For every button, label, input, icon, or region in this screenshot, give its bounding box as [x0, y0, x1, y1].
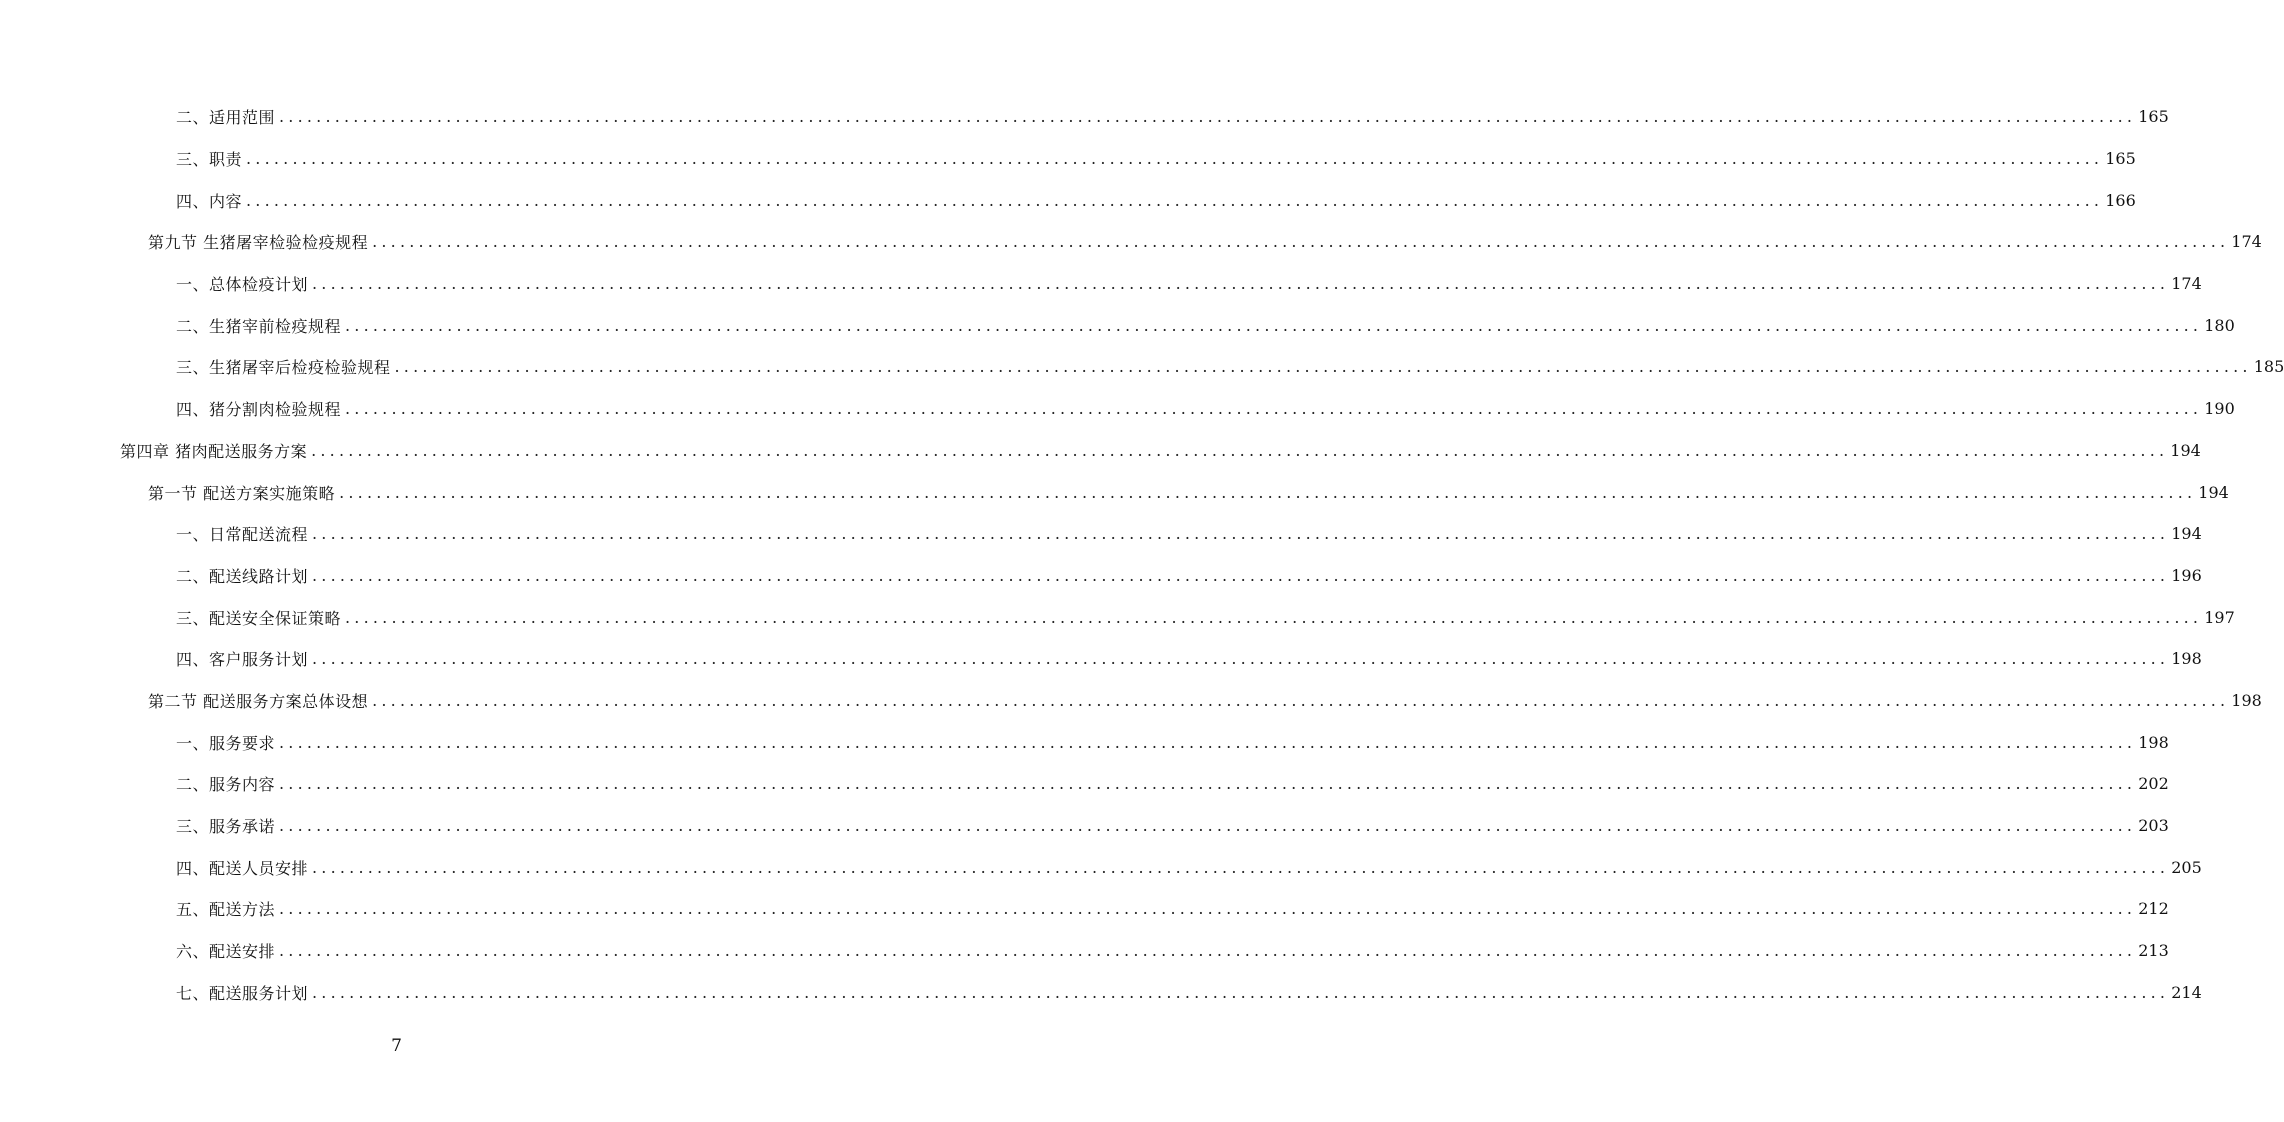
dot-leader: ........................................................................................................................................................................................................ [279, 107, 2137, 127]
toc-entry-title: 第二节 配送服务方案总体设想 [148, 691, 369, 711]
dot-leader: ........................................................................................................................................................................................................ [312, 982, 2170, 1002]
toc-entry-page: 166 [2105, 190, 2136, 210]
toc-entry-page: 213 [2138, 941, 2169, 961]
toc-entry-page: 194 [2198, 482, 2229, 502]
toc-entry-page: 197 [2204, 607, 2235, 627]
dot-leader: ........................................................................................................................................................................................................ [279, 816, 2137, 836]
dot-leader: ........................................................................................................................................................................................................ [246, 190, 2104, 210]
toc-entry[interactable] [0, 971, 2202, 1013]
toc-entry[interactable] [0, 263, 2202, 305]
toc-entry-page: 174 [2171, 274, 2202, 294]
toc-entry-title: 二、生猪宰前检疫规程 [176, 316, 342, 336]
toc-entry[interactable] [0, 930, 2169, 972]
toc-entry-line [176, 596, 2235, 638]
toc-entry-line [148, 471, 2229, 513]
toc-entry-line [176, 304, 2235, 346]
toc-entry-page: 165 [2105, 149, 2136, 169]
dot-leader: ........................................................................................................................................................................................................ [312, 524, 2170, 544]
toc-entry[interactable] [0, 638, 2202, 680]
toc-entry-page: 174 [2231, 232, 2262, 252]
dot-leader: ........................................................................................................................................................................................................ [394, 357, 2252, 377]
toc-entry-title: 四、内容 [176, 191, 243, 211]
toc-entry-line [176, 555, 2202, 597]
toc-entry-title: 四、配送人员安排 [176, 858, 309, 878]
toc-entry-title: 三、职责 [176, 150, 243, 170]
toc-entry[interactable] [0, 721, 2169, 763]
toc-entry-title: 三、生猪屠宰后检疫检验规程 [176, 358, 391, 378]
dot-leader: ........................................................................................................................................................................................................ [279, 899, 2137, 919]
toc-entry-page: 202 [2138, 774, 2169, 794]
dot-leader: ........................................................................................................................................................................................................ [312, 274, 2170, 294]
toc-entry-page: 214 [2171, 982, 2202, 1002]
dot-leader: ........................................................................................................................................................................................................ [339, 482, 2197, 502]
toc-entry-title: 五、配送方法 [176, 900, 276, 920]
toc-entry-line [176, 888, 2169, 930]
dot-leader: ........................................................................................................................................................................................................ [279, 732, 2137, 752]
toc-entry-title: 六、配送安排 [176, 942, 276, 962]
toc-entry-line [176, 638, 2202, 680]
toc-entry[interactable] [0, 221, 2262, 263]
table-of-contents [0, 96, 2284, 1013]
toc-entry[interactable] [0, 138, 2136, 180]
toc-entry[interactable] [0, 471, 2229, 513]
toc-entry-line [176, 971, 2202, 1013]
page-number: 7 [391, 1036, 402, 1056]
toc-entry-title: 二、适用范围 [176, 108, 276, 128]
toc-entry-line [176, 263, 2202, 305]
dot-leader: ........................................................................................................................................................................................................ [311, 440, 2169, 460]
toc-entry-title: 二、服务内容 [176, 775, 276, 795]
toc-entry-title: 一、服务要求 [176, 733, 276, 753]
toc-entry-page: 196 [2171, 565, 2202, 585]
toc-entry-page: 194 [2171, 524, 2202, 544]
toc-entry[interactable] [0, 596, 2235, 638]
dot-leader: ........................................................................................................................................................................................................ [279, 941, 2137, 961]
toc-entry[interactable] [0, 846, 2202, 888]
toc-entry[interactable] [0, 805, 2169, 847]
toc-entry[interactable] [0, 888, 2169, 930]
dot-leader: ........................................................................................................................................................................................................ [312, 565, 2170, 585]
toc-entry-title: 第九节 生猪屠宰检验检疫规程 [148, 233, 369, 253]
toc-entry-title: 三、配送安全保证策略 [176, 608, 342, 628]
dot-leader: ........................................................................................................................................................................................................ [312, 857, 2170, 877]
toc-entry[interactable] [0, 346, 2284, 388]
toc-entry-line [176, 846, 2202, 888]
toc-entry[interactable] [0, 96, 2169, 138]
toc-entry[interactable] [0, 430, 2201, 472]
toc-entry-title: 四、客户服务计划 [176, 650, 309, 670]
toc-entry-title: 四、猪分割肉检验规程 [176, 400, 342, 420]
toc-entry-page: 194 [2170, 440, 2201, 460]
toc-entry-line [176, 805, 2169, 847]
toc-entry[interactable] [0, 388, 2235, 430]
toc-entry-title: 三、服务承诺 [176, 817, 276, 837]
toc-entry-line [176, 138, 2136, 180]
dot-leader: ........................................................................................................................................................................................................ [372, 690, 2230, 710]
toc-entry-title: 二、配送线路计划 [176, 566, 309, 586]
dot-leader: ........................................................................................................................................................................................................ [345, 607, 2203, 627]
toc-entry-page: 212 [2138, 899, 2169, 919]
toc-entry-page: 190 [2204, 399, 2235, 419]
toc-entry[interactable] [0, 179, 2136, 221]
dot-leader: ........................................................................................................................................................................................................ [312, 649, 2170, 669]
toc-entry-line [176, 96, 2169, 138]
toc-entry-line [176, 179, 2136, 221]
toc-entry-title: 一、日常配送流程 [176, 525, 309, 545]
toc-entry[interactable] [0, 304, 2235, 346]
dot-leader: ........................................................................................................................................................................................................ [372, 232, 2230, 252]
toc-entry-page: 198 [2231, 690, 2262, 710]
toc-entry[interactable] [0, 680, 2262, 722]
toc-entry-title: 第一节 配送方案实施策略 [148, 483, 336, 503]
toc-entry-line [120, 430, 2201, 472]
dot-leader: ........................................................................................................................................................................................................ [345, 399, 2203, 419]
toc-entry-line [176, 721, 2169, 763]
toc-entry-line [176, 763, 2169, 805]
toc-entry-page: 165 [2138, 107, 2169, 127]
dot-leader: ........................................................................................................................................................................................................ [279, 774, 2137, 794]
toc-entry-title: 七、配送服务计划 [176, 983, 309, 1003]
toc-entry-line [176, 346, 2284, 388]
toc-entry-line [176, 930, 2169, 972]
toc-entry[interactable] [0, 513, 2202, 555]
toc-entry-page: 180 [2204, 315, 2235, 335]
toc-entry-line [176, 513, 2202, 555]
toc-entry-title: 第四章 猪肉配送服务方案 [120, 441, 308, 461]
toc-entry-title: 一、总体检疫计划 [176, 275, 309, 295]
toc-entry-page: 203 [2138, 816, 2169, 836]
toc-entry[interactable] [0, 555, 2202, 597]
toc-entry-page: 198 [2171, 649, 2202, 669]
toc-entry-page: 198 [2138, 732, 2169, 752]
toc-entry-line [176, 388, 2235, 430]
dot-leader: ........................................................................................................................................................................................................ [246, 149, 2104, 169]
toc-entry-line [148, 680, 2262, 722]
dot-leader: ........................................................................................................................................................................................................ [345, 315, 2203, 335]
toc-entry[interactable] [0, 763, 2169, 805]
toc-entry-page: 205 [2171, 857, 2202, 877]
toc-entry-line [148, 221, 2262, 263]
toc-entry-page: 185 [2253, 357, 2284, 377]
